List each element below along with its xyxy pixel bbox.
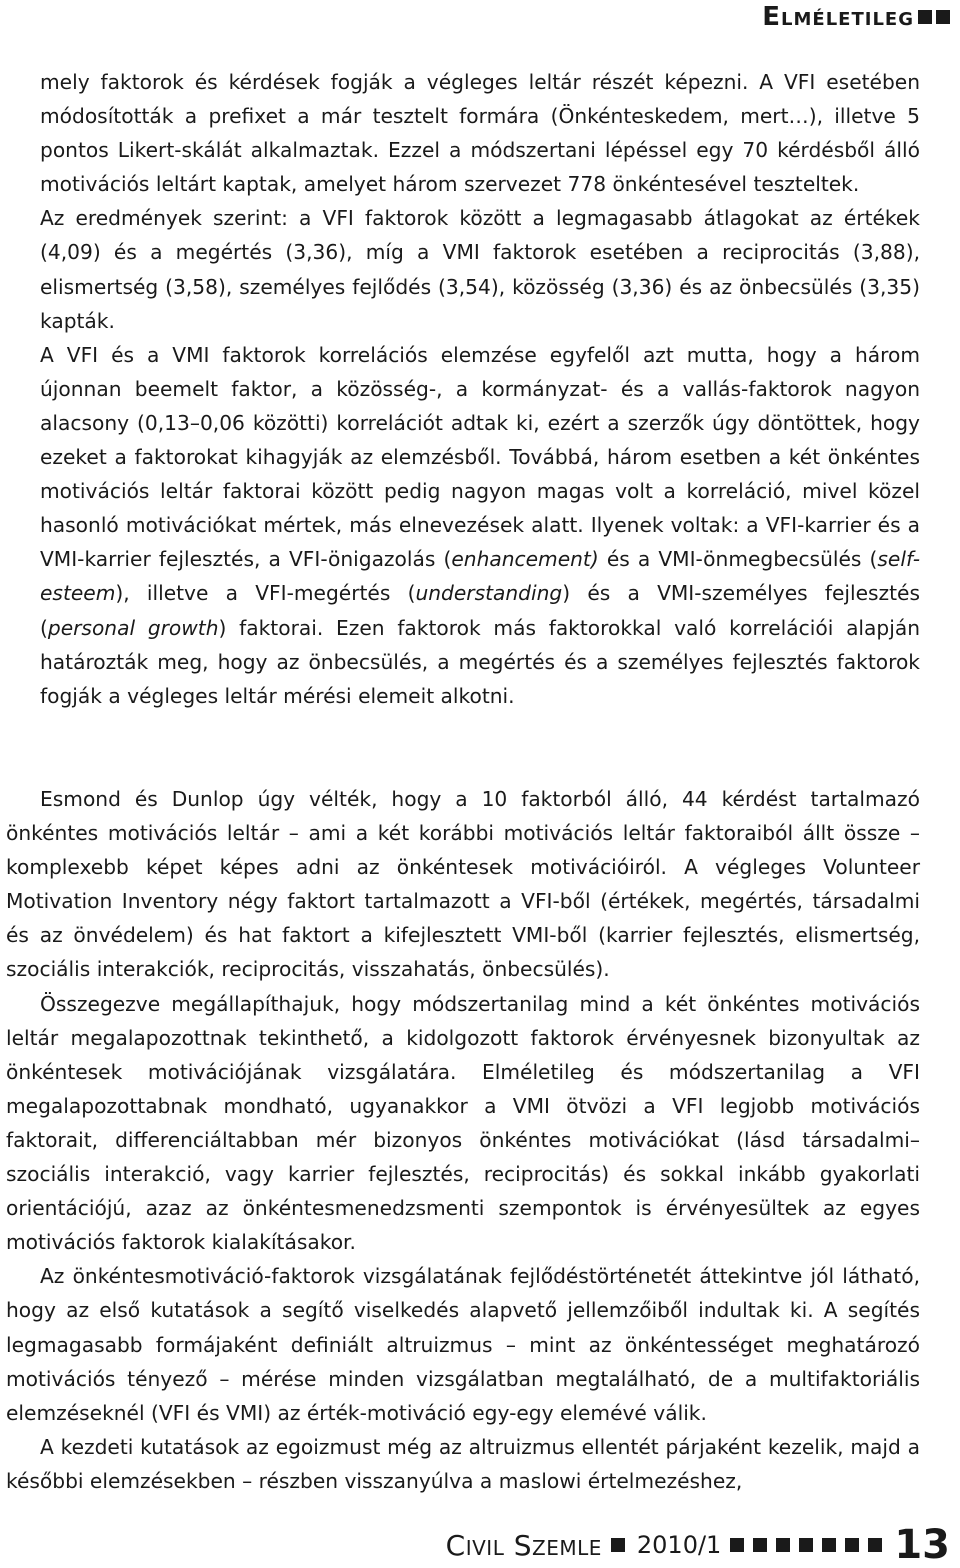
square-bullet-icon bbox=[799, 1538, 813, 1552]
square-bullet-icon bbox=[918, 10, 932, 24]
square-bullet-icon bbox=[730, 1538, 744, 1552]
paragraph: Összegezve megállapíthajuk, hogy módszertanilag mind a két önkéntes motivációs leltár megalapozottnak tekinthető, a kidolgozott faktorok érvényesnek bizonyultak az önkéntesek motivációjának vizsgálatára. Elméletileg és módszertanilag a VFI megalapozottabnak mondható, ugyanakkor a VMI ötvözi a VFI legjobb motivációs faktorait, differenciáltabban mér bizonyos önkéntes motivációkat (lásd társadalmi–szociális interakció, vagy karrier fejlesztés, reciprocitás) és sokkal inkább gyakorlati orientációjú, azaz az önkéntesmenedzsmenti szempontok is érvényesültek az egyes motivációs faktorok kialakításakor. bbox=[6, 991, 920, 1255]
main-text bbox=[6, 782, 920, 1498]
text-run: és a VMI-önmegbecsülés ( bbox=[598, 547, 878, 572]
italic-term: personal growth bbox=[47, 615, 219, 640]
square-bullet-icon bbox=[776, 1538, 790, 1552]
square-bullet-icon bbox=[845, 1538, 859, 1552]
italic-term: enhancement) bbox=[451, 547, 599, 572]
square-bullet-icon bbox=[611, 1538, 625, 1552]
square-bullet-icon bbox=[753, 1538, 767, 1552]
running-head bbox=[762, 2, 950, 32]
issue-number: 2010/1 bbox=[636, 1531, 722, 1559]
italic-term: self-esteem bbox=[40, 547, 920, 606]
text-run: A VFI és a VMI faktorok korrelációs elemzése egyfelől azt mutta, hogy a három újonnan beemelt faktor, a közösség-, a kormányzat- és a vallás-faktorok nagyon alacsony (0,13–0,06 közötti) korrelációt adtak ki, ezért a szerzők úgy döntöttek, hogy ezeket a faktorokat kihagyják az elemzésből. Továbbá, három esetben a két önkéntes motivációs leltár faktorai között pedig nagyon magas volt a korreláció, mivel közel hasonló motivációkat mértek, más elnevezések alatt. Ilyenek voltak: a VFI-karrier és a VMI-karrier fejlesztés, a VFI-önigazolás ( bbox=[40, 342, 920, 572]
italic-term: understanding bbox=[415, 581, 563, 606]
square-bullet-icon bbox=[868, 1538, 882, 1552]
square-bullet-icon bbox=[936, 10, 950, 24]
page-footer bbox=[446, 1522, 950, 1568]
text-run: ) és a VMI-személyes fejlesztés ( bbox=[40, 581, 920, 640]
paragraph: Az önkéntesmotiváció-faktorok vizsgálatának fejlődéstörténetét áttekintve jól látható, hogy az első kutatások a segítő viselkedés alapvető jellemzőiből indultak ki. A segítés legmagasabb formájaként definiált altruizmus – mint az önkéntességet meghatározó motivációs tényező – mérése minden vizsgálatban megtalálható, de a multifaktoriális elemzéseknél (VFI és VMI) az érték-motiváció egy-egy elemévé válik. bbox=[6, 1264, 920, 1425]
inset-text-block bbox=[40, 65, 920, 713]
text-run: ), illetve a VFI-megértés ( bbox=[115, 581, 416, 606]
text-run: mely faktorok és kérdések fogják a végleges leltár részét képezni. A VFI esetében módosították a prefixet a már tesztelt formára (Önkénteskedem, mert…), illetve 5 pontos Likert-skálát alkalmaztak. Ezzel a módszertani lépéssel egy 70 kérdésből álló motivációs leltárt kaptak, amelyet három szervezet 778 önkéntesével teszteltek. bbox=[40, 70, 920, 197]
inset-paragraph bbox=[40, 201, 920, 337]
text-run: ) faktorai. Ezen faktorok más faktorokkal való korrelációi alapján határozták meg, hogy az önbecsülés, a megértés és a személyes fejlesztés faktorok fogják a végleges leltár mérési elemeit alkotni. bbox=[40, 615, 921, 708]
page-number: 13 bbox=[894, 1522, 950, 1568]
inset-paragraph bbox=[40, 338, 920, 713]
paragraph: Esmond és Dunlop úgy vélték, hogy a 10 faktorból álló, 44 kérdést tartalmazó önkéntes motivációs leltár – ami a két korábbi motivációs leltár faktoraiból állt össze – komplexebb képet képes adni az önkéntesek motivációiról. A végleges Volunteer Motivation Inventory négy faktort tartalmazott a VFI-ből (értékek, megértés, társadalmi és az önvédelem) és hat faktort a kifejlesztett VMI-ből (karrier fejlesztés, elismertség, szociális interakciók, reciprocitás, visszahatás, önbecsülés). bbox=[6, 787, 920, 982]
journal-name: Civil Szemle bbox=[445, 1528, 602, 1562]
text-run: Az eredmények szerint: a VFI faktorok között a legmagasabb átlagokat az értékek (4,09) és a megértés (3,36), míg a VMI faktorok esetében a reciprocitás (3,88), elismertség (3,58), személyes fejlődés (3,54), közösség (3,36) és az önbecsülés (3,35) kapták. bbox=[40, 206, 920, 333]
paragraph: A kezdeti kutatások az egoizmust még az altruizmus ellentét párjaként kezelik, majd a későbbi elemzésekben – részben visszanyúlva a maslowi értelmezéshez, bbox=[6, 1434, 920, 1493]
square-bullet-icon bbox=[822, 1538, 836, 1552]
inset-paragraph bbox=[40, 65, 920, 201]
section-title: Elméletileg bbox=[762, 2, 914, 32]
